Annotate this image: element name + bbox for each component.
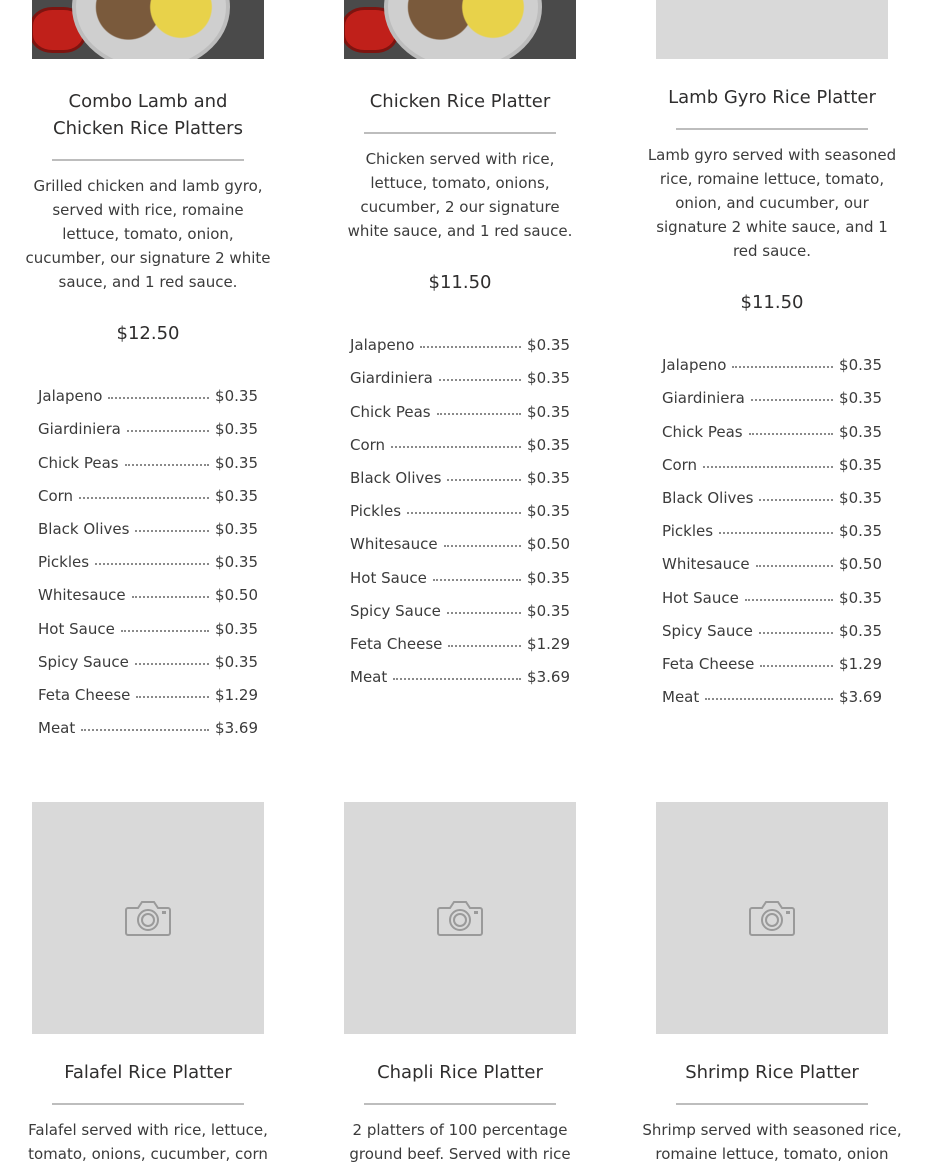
option-name: Hot Sauce bbox=[662, 588, 739, 607]
dotted-leader bbox=[108, 397, 209, 399]
dotted-leader bbox=[135, 530, 209, 532]
option-name: Jalapeno bbox=[38, 387, 103, 406]
option-row bbox=[662, 573, 882, 606]
option-name: Feta Cheese bbox=[350, 634, 443, 653]
option-price: $0.35 bbox=[839, 522, 882, 541]
option-row bbox=[38, 505, 258, 538]
option-name: Chick Peas bbox=[350, 402, 431, 421]
dotted-leader bbox=[121, 630, 209, 632]
option-row bbox=[662, 474, 882, 507]
option-price: $0.35 bbox=[839, 588, 882, 607]
option-name: Hot Sauce bbox=[38, 619, 115, 638]
option-name: Giardiniera bbox=[350, 369, 433, 388]
item-photo[interactable] bbox=[344, 0, 576, 59]
option-name: Meat bbox=[662, 688, 700, 707]
title-divider bbox=[52, 159, 244, 161]
option-price: $0.35 bbox=[839, 422, 882, 441]
dotted-leader bbox=[447, 612, 521, 614]
option-row bbox=[38, 372, 258, 405]
item-price: $11.50 bbox=[428, 272, 492, 293]
option-name: Black Olives bbox=[662, 488, 754, 507]
option-price: $0.35 bbox=[839, 488, 882, 507]
camera-icon bbox=[748, 899, 796, 937]
option-name: Spicy Sauce bbox=[662, 621, 753, 640]
item-description: Grilled chicken and lamb gyro, served with rice, romaine lettuce, tomato, onion, cucumber, our signature 2 white sauce, and 1 red sauce. bbox=[25, 177, 271, 291]
option-row bbox=[38, 604, 258, 637]
option-row bbox=[38, 538, 258, 571]
item-description: Chicken served with rice, lettuce, tomato, onions, cucumber, 2 our signature white sauce, and 1 red sauce. bbox=[347, 150, 573, 240]
dotted-leader bbox=[95, 563, 209, 565]
item-description: 2 platters of 100 percentage ground beef. Served with rice bbox=[349, 1121, 571, 1163]
option-name: Hot Sauce bbox=[350, 568, 427, 587]
option-row bbox=[38, 638, 258, 671]
dotted-leader bbox=[125, 464, 209, 466]
dotted-leader bbox=[759, 499, 833, 501]
option-name: Corn bbox=[662, 455, 698, 474]
dotted-leader bbox=[749, 433, 833, 435]
option-name: Pickles bbox=[38, 553, 90, 572]
title-divider bbox=[52, 1103, 244, 1105]
option-row bbox=[350, 620, 570, 653]
option-row bbox=[662, 607, 882, 640]
option-price: $0.35 bbox=[215, 453, 258, 472]
dotted-leader bbox=[444, 545, 521, 547]
item-photo[interactable] bbox=[32, 0, 264, 59]
option-name: Pickles bbox=[662, 522, 714, 541]
option-name: Spicy Sauce bbox=[38, 652, 129, 671]
option-row bbox=[662, 374, 882, 407]
option-price: $0.35 bbox=[839, 389, 882, 408]
dotted-leader bbox=[135, 663, 209, 665]
item-title: Lamb Gyro Rice Platter bbox=[668, 87, 876, 108]
dotted-leader bbox=[79, 497, 209, 499]
option-row bbox=[350, 321, 570, 354]
image-placeholder[interactable] bbox=[656, 802, 888, 1034]
dotted-leader bbox=[705, 698, 833, 700]
option-row bbox=[662, 507, 882, 540]
option-name: Black Olives bbox=[38, 519, 130, 538]
option-price: $0.35 bbox=[527, 568, 570, 587]
option-price: $0.35 bbox=[527, 468, 570, 487]
food-image-detail bbox=[72, 0, 230, 59]
option-row bbox=[350, 520, 570, 553]
options-list bbox=[662, 341, 882, 706]
title-divider bbox=[676, 128, 868, 130]
option-price: $3.69 bbox=[527, 668, 570, 687]
option-name: Pickles bbox=[350, 502, 402, 521]
item-price: $12.50 bbox=[116, 323, 180, 344]
option-row bbox=[350, 387, 570, 420]
dotted-leader bbox=[127, 430, 209, 432]
option-name: Meat bbox=[38, 719, 76, 738]
item-title: Chapli Rice Platter bbox=[377, 1062, 543, 1083]
dotted-leader bbox=[745, 599, 833, 601]
dotted-leader bbox=[136, 696, 209, 698]
option-price: $0.50 bbox=[839, 555, 882, 574]
dotted-leader bbox=[751, 399, 833, 401]
dotted-leader bbox=[703, 466, 833, 468]
option-price: $0.35 bbox=[215, 619, 258, 638]
item-title: Chicken Rice Platter bbox=[369, 91, 551, 112]
option-price: $1.29 bbox=[527, 634, 570, 653]
option-row bbox=[662, 640, 882, 673]
option-name: Giardiniera bbox=[38, 420, 121, 439]
item-description: Falafel served with rice, lettuce, tomato, onions, cucumber, corn bbox=[28, 1121, 268, 1163]
dotted-leader bbox=[420, 346, 521, 348]
option-price: $0.35 bbox=[527, 402, 570, 421]
dotted-leader bbox=[407, 512, 521, 514]
option-row bbox=[350, 587, 570, 620]
option-price: $3.69 bbox=[839, 688, 882, 707]
item-description: Shrimp served with seasoned rice, romaine lettuce, tomato, onion bbox=[642, 1121, 902, 1163]
option-row bbox=[662, 407, 882, 440]
dotted-leader bbox=[447, 479, 521, 481]
dotted-leader bbox=[132, 596, 209, 598]
option-price: $0.35 bbox=[839, 455, 882, 474]
option-name: Jalapeno bbox=[662, 356, 727, 375]
option-price: $0.35 bbox=[527, 369, 570, 388]
item-description: Lamb gyro served with seasoned rice, romaine lettuce, tomato, onion, and cucumber, our signature 2 white sauce, and 1 red sauce. bbox=[647, 146, 897, 260]
image-placeholder[interactable] bbox=[344, 802, 576, 1034]
option-price: $1.29 bbox=[215, 685, 258, 704]
image-placeholder[interactable] bbox=[656, 0, 888, 59]
item-title: Falafel Rice Platter bbox=[64, 1062, 232, 1083]
option-price: $0.35 bbox=[527, 435, 570, 454]
options-list bbox=[350, 321, 570, 686]
option-row bbox=[350, 454, 570, 487]
option-row bbox=[38, 472, 258, 505]
option-name: Spicy Sauce bbox=[350, 601, 441, 620]
title-divider bbox=[364, 132, 556, 134]
dotted-leader bbox=[732, 366, 833, 368]
option-row bbox=[350, 354, 570, 387]
option-name: Whitesauce bbox=[662, 555, 750, 574]
option-price: $0.35 bbox=[215, 387, 258, 406]
option-row bbox=[350, 421, 570, 454]
option-name: Chick Peas bbox=[38, 453, 119, 472]
option-name: Meat bbox=[350, 668, 388, 687]
camera-icon bbox=[436, 899, 484, 937]
option-price: $0.35 bbox=[215, 652, 258, 671]
item-price: $11.50 bbox=[740, 292, 804, 313]
dotted-leader bbox=[448, 645, 521, 647]
dotted-leader bbox=[433, 579, 521, 581]
option-price: $0.50 bbox=[527, 535, 570, 554]
dotted-leader bbox=[439, 379, 521, 381]
option-price: $0.35 bbox=[839, 621, 882, 640]
option-name: Black Olives bbox=[350, 468, 442, 487]
option-name: Chick Peas bbox=[662, 422, 743, 441]
option-row bbox=[662, 540, 882, 573]
dotted-leader bbox=[437, 413, 521, 415]
option-price: $1.29 bbox=[839, 654, 882, 673]
dotted-leader bbox=[756, 565, 833, 567]
option-price: $0.35 bbox=[527, 601, 570, 620]
option-row bbox=[662, 673, 882, 706]
option-name: Jalapeno bbox=[350, 336, 415, 355]
option-name: Feta Cheese bbox=[38, 685, 131, 704]
option-name: Giardiniera bbox=[662, 389, 745, 408]
option-price: $0.35 bbox=[215, 519, 258, 538]
option-row bbox=[38, 405, 258, 438]
food-image-detail bbox=[384, 0, 542, 59]
option-name: Feta Cheese bbox=[662, 654, 755, 673]
option-price: $3.69 bbox=[215, 719, 258, 738]
dotted-leader bbox=[719, 532, 833, 534]
option-price: $0.35 bbox=[839, 356, 882, 375]
options-list bbox=[38, 372, 258, 737]
title-divider bbox=[676, 1103, 868, 1105]
option-row bbox=[350, 653, 570, 686]
option-price: $0.35 bbox=[215, 486, 258, 505]
option-row bbox=[38, 704, 258, 737]
option-row bbox=[662, 341, 882, 374]
dotted-leader bbox=[760, 665, 833, 667]
option-row bbox=[38, 571, 258, 604]
option-name: Whitesauce bbox=[350, 535, 438, 554]
option-name: Whitesauce bbox=[38, 586, 126, 605]
option-row bbox=[38, 438, 258, 471]
dotted-leader bbox=[759, 632, 833, 634]
option-price: $0.35 bbox=[215, 553, 258, 572]
image-placeholder[interactable] bbox=[32, 802, 264, 1034]
option-price: $0.35 bbox=[527, 336, 570, 355]
option-price: $0.35 bbox=[527, 502, 570, 521]
option-name: Corn bbox=[350, 435, 386, 454]
option-row bbox=[350, 553, 570, 586]
item-title: Shrimp Rice Platter bbox=[685, 1062, 859, 1083]
option-name: Corn bbox=[38, 486, 74, 505]
title-divider bbox=[364, 1103, 556, 1105]
camera-icon bbox=[124, 899, 172, 937]
option-row bbox=[662, 441, 882, 474]
option-row bbox=[350, 487, 570, 520]
option-row bbox=[38, 671, 258, 704]
item-title: Combo Lamb and Chicken Rice Platters bbox=[53, 91, 243, 139]
dotted-leader bbox=[393, 678, 521, 680]
dotted-leader bbox=[391, 446, 521, 448]
option-price: $0.35 bbox=[215, 420, 258, 439]
dotted-leader bbox=[81, 729, 209, 731]
option-price: $0.50 bbox=[215, 586, 258, 605]
